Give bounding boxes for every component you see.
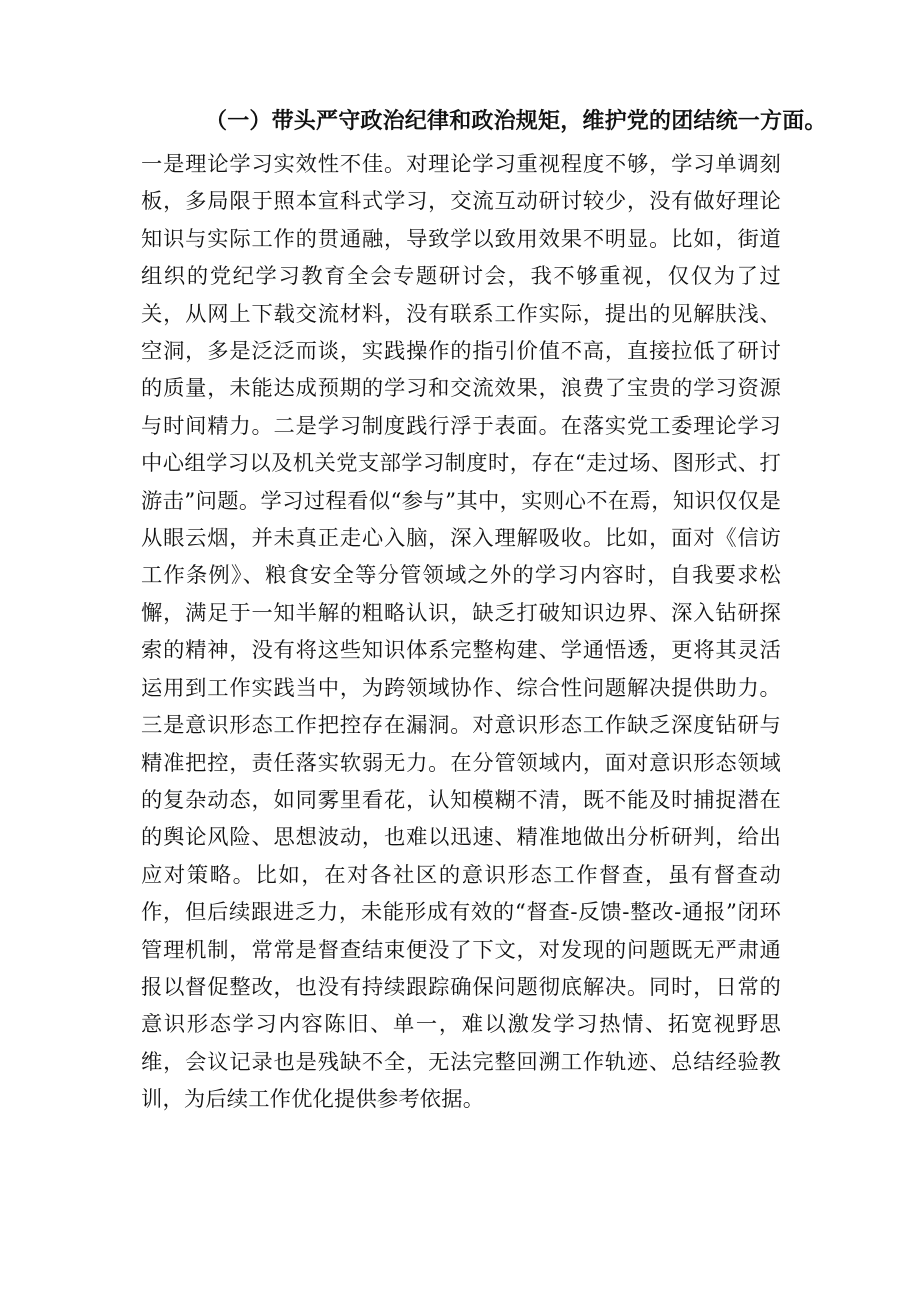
section-heading: （一）带头严守政治纪律和政治规矩，维护党的团结统一方面。 [205, 108, 827, 134]
body-paragraph: 一是理论学习实效性不佳。对理论学习重视程度不够，学习单调刻板，多局限于照本宣科式学习，交流互动研讨较少，没有做好理论知识与实际工作的贯通融，导致学以致用效果不明显。比如，街道组织的党纪学习教育全会专题研讨会，我不够重视，仅仅为了过关，从网上下载交流材料，没有联系工作实际，提出的见解肤浅、空洞，多是泛泛而谈，实践操作的指引价值不高，直接拉低了研讨的质量，未能达成预期的学习和交流效果，浪费了宝贵的学习资源与时间精力。二是学习制度践行浮于表面。在落实党工委理论学习中心组学习以及机关党支部学习制度时，存在“走过场、图形式、打游击”问题。学习过程看似“参与”其中，实则心不在焉，知识仅仅是从眼云烟，并未真正走心入脑，深入理解吸收。比如，面对《信访工作条例》、粮食安全等分管领域之外的学习内容时，自我要求松懈，满足于一知半解的粗略认识，缺乏打破知识边界、深入钻研探索的精神，没有将这些知识体系完整构建、学通悟透，更将其灵活运用到工作实践当中，为跨领域协作、综合性问题解决提供助力。三是意识形态工作把控存在漏洞。对意识形态工作缺乏深度钻研与精准把控，责任落实软弱无力。在分管领域内，面对意识形态领域的复杂动态，如同雾里看花，认知模糊不清，既不能及时捕捉潜在的舆论风险、思想波动，也难以迅速、精准地做出分析研判，给出应对策略。比如，在对各社区的意识形态工作督查，虽有督查动作，但后续跟进乏力，未能形成有效的“督查-反馈-整改-通报”闭环管理机制，常常是督查结束便没了下文，对发现的问题既无严肃通报以督促整改，也没有持续跟踪确保问题彻底解决。同时，日常的意识形态学习内容陈旧、单一，难以激发学习热情、拓宽视野思维，会议记录也是残缺不全，无法完整回溯工作轨迹、总结经验教训，为后续工作优化提供参考依据。 [141, 152, 781, 1113]
